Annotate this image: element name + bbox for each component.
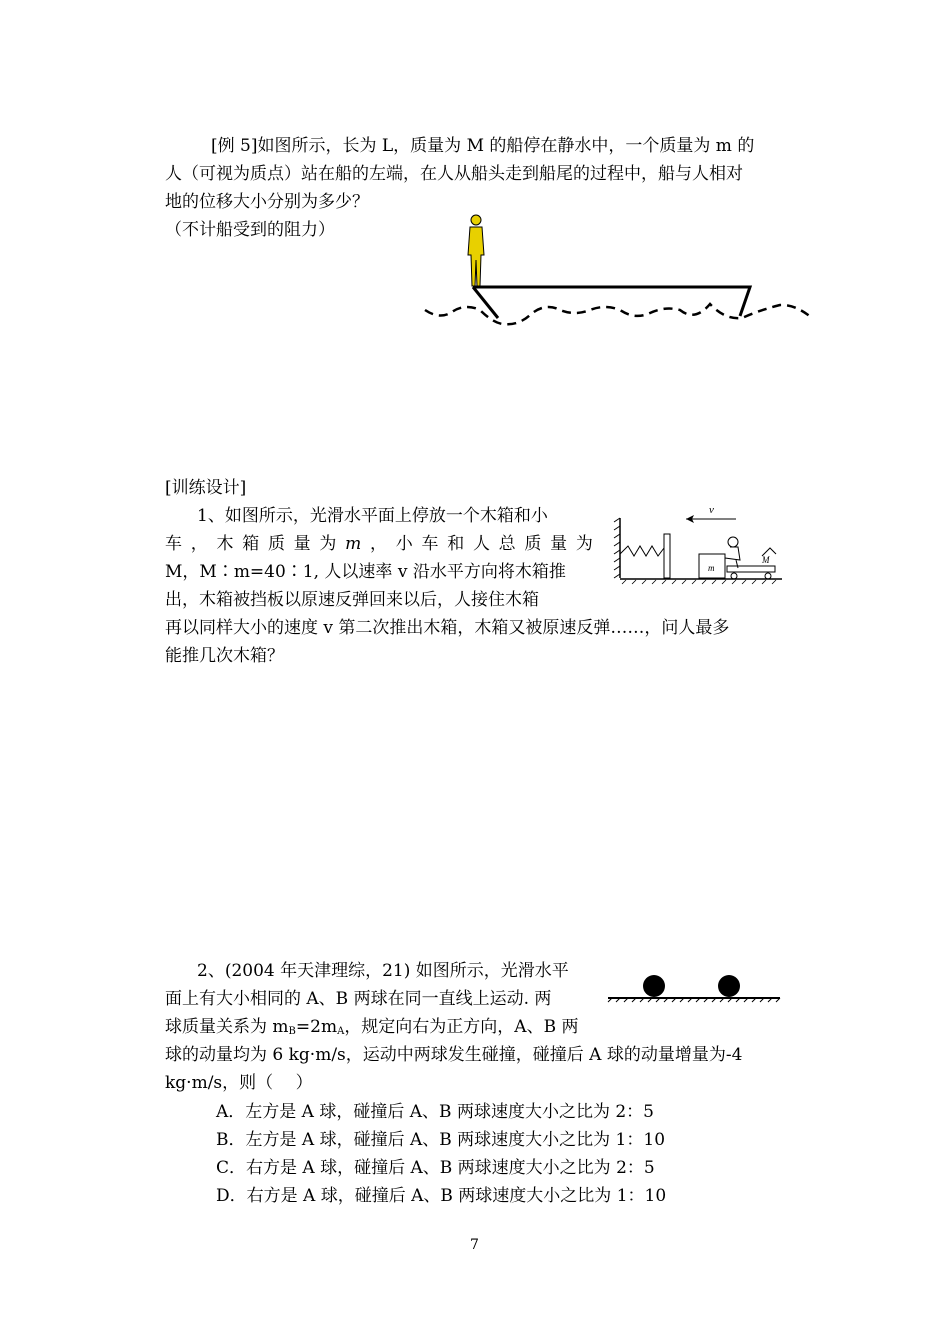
q1-char: 人 xyxy=(472,534,490,554)
example5-line-1: [例 5]如图所示，长为 L，质量为 M 的船停在静水中，一个质量为 m 的 xyxy=(211,136,755,156)
q2-text: =2m xyxy=(295,1017,338,1037)
q1-char: 小 xyxy=(395,534,413,554)
q2-line-3 xyxy=(165,1014,579,1045)
q2-option-c: C．右方是 A 球，碰撞后 A、B 两球速度大小之比为 2：5 xyxy=(216,1158,655,1178)
q1-char: 为 xyxy=(319,534,337,554)
wall-hatch xyxy=(614,518,620,578)
q1-char: 和 xyxy=(447,534,465,554)
q1-char: ， xyxy=(190,534,208,554)
person-icon xyxy=(468,215,484,286)
example5-line-4: （不计船受到的阻力） xyxy=(165,220,335,240)
box-mass-label: m xyxy=(708,563,715,573)
q1-line-2 xyxy=(165,531,593,557)
example5-line-3: 地的位移大小分别为多少？ xyxy=(165,192,369,212)
page-number: 7 xyxy=(470,1237,479,1253)
boat-hull xyxy=(473,287,750,318)
ball-left xyxy=(643,975,665,997)
q1-char: 车 xyxy=(421,534,439,554)
training-header: [训练设计] xyxy=(165,478,247,498)
q1-char: 木 xyxy=(216,534,234,554)
barrier xyxy=(664,534,670,578)
two-balls-figure xyxy=(606,964,784,1008)
q2-line-2: 面上有大小相同的 A、B 两球在同一直线上运动. 两 xyxy=(165,989,552,1009)
q1-char: 量 xyxy=(550,534,568,554)
ball-right xyxy=(718,975,740,997)
q1-char: 质 xyxy=(267,534,285,554)
example5-line-2: 人（可视为质点）站在船的左端，在人从船头走到船尾的过程中，船与人相对 xyxy=(165,164,743,184)
ground-hatch xyxy=(622,580,776,584)
q1-char: ， xyxy=(370,534,387,554)
boat-figure xyxy=(420,210,820,335)
q2-line-1: 2、(2004 年天津理综，21) 如图所示，光滑水平 xyxy=(197,961,569,981)
q2-option-d: D．右方是 A 球，碰撞后 A、B 两球速度大小之比为 1：10 xyxy=(216,1186,667,1206)
q1-char: 质 xyxy=(524,534,542,554)
q1-char: 量 xyxy=(293,534,311,554)
water-waves xyxy=(425,304,812,324)
q1-char: 箱 xyxy=(242,534,260,554)
q2-option-b: B．左方是 A 球，碰撞后 A、B 两球速度大小之比为 1：10 xyxy=(216,1130,666,1150)
q2-line-4: 球的动量均为 6 kg·m/s，运动中两球发生碰撞，碰撞后 A 球的动量增量为-4 xyxy=(165,1045,743,1065)
box-cart-figure xyxy=(612,496,787,588)
q2-subscript: B xyxy=(288,1026,296,1037)
q1-char: 为 xyxy=(575,534,593,554)
q1-line-1: 1、如图所示，光滑水平面上停放一个木箱和小 xyxy=(197,506,548,526)
q2-subscript: A xyxy=(337,1026,345,1037)
q2-text: ，规定向右为正方向，A、B 两 xyxy=(344,1017,579,1037)
q1-line-5: 再以同样大小的速度 v 第二次推出木箱，木箱又被原速反弹……，问人最多 xyxy=(165,618,730,638)
q1-line-4: 出，木箱被挡板以原速反弹回来以后，人接住木箱 xyxy=(165,590,539,610)
cart-mass-label: M xyxy=(762,555,770,565)
q1-char: m xyxy=(345,534,362,554)
q1-char: 总 xyxy=(498,534,516,554)
q2-option-a: A．左方是 A 球，碰撞后 A、B 两球速度大小之比为 2：5 xyxy=(216,1102,654,1122)
q2-text: 球质量关系为 m xyxy=(165,1017,289,1037)
q2-line-5: kg·m/s，则（ ） xyxy=(165,1073,313,1093)
spring xyxy=(620,546,664,556)
q1-line-6: 能推几次木箱？ xyxy=(165,646,284,666)
q1-char: 车 xyxy=(165,534,182,554)
q1-line-3: M，M∶m=40∶1, 人以速率 v 沿水平方向将木箱推 xyxy=(165,562,566,582)
velocity-label: v xyxy=(709,504,714,516)
